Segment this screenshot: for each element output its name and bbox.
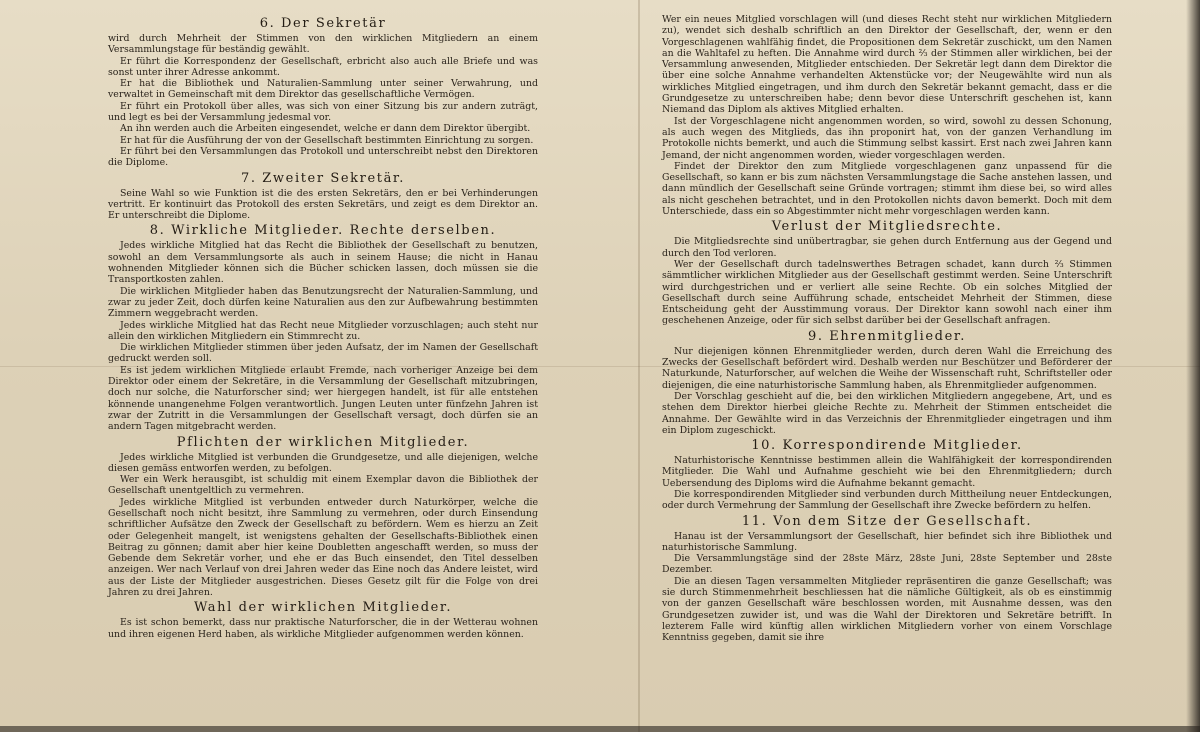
paragraph: Nur diejenigen können Ehrenmitglieder werden, durch deren Wahl die Erreichung des Zwecks der Gesellschaft befördert wird. Deshalb werden nur Beschützer und Beförderer der Naturkunde, Naturforscher, auf welchen die Weihe der Wissenschaft ruht, Schriftsteller oder diejenigen, die eine naturhistorische Sammlung haben, als Ehrenmitglieder aufgenommen. — [662, 345, 1112, 391]
section-heading: 10. Korrespondirende Mitglieder. — [751, 438, 1023, 454]
paragraph: Findet der Direktor den zum Mitgliede vorgeschlagenen ganz unpassend für die Gesellschaft, so kann er bis zum nächsten Versammlungstage die Sache anstehen lassen, und dann mündlich der Gesellschaft seine Gründe vortragen; stimmt ihm diese bei, so wird alles als nicht geschehen betrachtet, und in den Protokollen nichts davon bemerkt. Doch mit dem Unterschiede, dass ein so Abgestimmter nicht mehr vorgeschlagen werden kann. — [662, 160, 1112, 218]
paragraph: Er führt die Korrespondenz der Gesellschaft, erbricht also auch alle Briefe und was sonst unter ihrer Adresse ankommt. — [108, 55, 538, 78]
paragraph: Die an diesen Tagen versammelten Mitglieder repräsentiren die ganze Gesellschaft; was sie durch Stimmenmehrheit beschliessen hat die nämliche Gültigkeit, als ob es einstimmig von der ganzen Gesellschaft wäre beschlossen worden, mit Ausnahme dessen, was den Grundgesetzen zuwider ist, und was die Wahl der Direktoren und Sekretäre betrifft. In lezterem Falle wird künftig allen wirklichen Mitgliedern vorher von einem Vorschlage Kenntniss gegeben, damit sie ihre — [662, 575, 1112, 644]
section-heading: 11. Von dem Sitze der Gesellschaft. — [741, 513, 1033, 529]
paragraph: Wer der Gesellschaft durch tadelnswerthes Betragen schadet, kann durch ⅔ Stimmen sämmtlicher wirklichen Mitglieder aus der Gesellschaft gestimmt werden. Seine Unterschrift wird durchgestrichen und er verliert alle seine Rechte. Ob ein solches Mitglied der Gesellschaft durch seine Aufführung schade, entscheidet Mehrheit der Stimmen, diese Entscheidung geht der Ausstimmung voraus. Der Direktor kann sowohl nach einer ihm geschehenen Anzeige, oder für sich selbst darüber bei der Gesellschaft anfragen. — [662, 258, 1112, 327]
paragraph: Er hat für die Ausführung der von der Gesellschaft bestimmten Einrichtung zu sorgen. — [120, 134, 534, 146]
section-heading: 6. Der Sekretär — [259, 16, 387, 31]
section-heading: Wahl der wirklichen Mitglieder. — [193, 600, 453, 616]
paragraph: Er führt bei den Versammlungen das Protokoll und unterschreibt nebst den Direktoren die Diplome. — [108, 145, 538, 169]
section-heading: 7. Zweiter Sekretär. — [240, 170, 406, 186]
paragraph: Wer ein neues Mitglied vorschlagen will (und dieses Recht steht nur wirklichen Mitgliedern zu), wendet sich deshalb schriftlich an den Direktor der Gesellschaft, der, wenn er den Vorgeschlagenen wahlfähig findet, die Propositionen dem Sekretär zuschickt, um den Namen an die Wahltafel zu heften. Die Annahme wird durch ⅔ der Stimmen aller wirklichen, bei der Versammlung anwesenden, Mitglieder entschieden. Der Sekretär legt dann dem Direktor die über eine solche Annahme verhandelten Aktenstücke vor; der Neugewählte wird nun als wirkliches Mitglied eingetragen, und ihm durch den Sekretär bekannt gemacht, dass er die Grundgesetze zu unterschreiben habe; denn bevor diese Unterschrift geschehen ist, kann Niemand das Diplom als aktives Mitglied erhalten. — [662, 14, 1112, 116]
section-heading: Pflichten der wirklichen Mitglieder. — [176, 434, 470, 450]
paragraph: Jedes wirkliche Mitglied hat das Recht die Bibliothek der Gesellschaft zu benutzen, sowohl an dem Versammlungsorte als auch in seinem Hause; die nicht in Hanau wohnenden Mitglieder können sich die Bücher schicken lassen, doch müssen sie die Transportkosten zahlen. — [108, 240, 538, 286]
paragraph: Die wirklichen Mitglieder stimmen über jeden Aufsatz, der im Namen der Gesellschaft gedruckt werden soll. — [108, 342, 538, 365]
paragraph: Die Mitgliedsrechte sind unübertragbar, sie gehen durch Entfernung aus der Gegend und durch den Tod verloren. — [662, 236, 1112, 259]
section-heading: 8. Wirkliche Mitglieder. Rechte derselben. — [149, 223, 497, 239]
paragraph: Ist der Vorgeschlagene nicht angenommen worden, so wird, sowohl zu dessen Schonung, als auch wegen des Mitglieds, das ihn proponirt hat, von der ganzen Verhandlung im Protokolle nichts bemerkt, und auch die Stimmung selbst kassirt. Erst nach zwei Jahren kann Jemand, der nicht angenommen worden, wieder vorgeschlagen werden. — [662, 115, 1112, 161]
paragraph: Er hat die Bibliothek und Naturalien-Sammlung unter seiner Verwahrung, und verwaltet in Gemeinschaft mit dem Direktor das gesellschaftliche Vermögen. — [108, 78, 538, 101]
paragraph: Der Vorschlag geschieht auf die, bei den wirklichen Mitgliedern angegebene, Art, und es stehen dem Direktor hierbei gleiche Rechte zu. Mehrheit der Stimmen entscheidet die Annahme. Der Gewählte wird in das Verzeichnis der Ehrenmitglieder eingetragen und ihm ein Diplom zugeschickt. — [662, 390, 1112, 436]
page-bottom-edge — [0, 726, 1200, 732]
paragraph: Seine Wahl so wie Funktion ist die des ersten Sekretärs, den er bei Verhinderungen vertritt. Er kontinuirt das Protokoll des ersten Sekretärs, und zeigt es dem Direktor an. Er unterschreibt die Diplome. — [108, 187, 538, 222]
section-heading: Verlust der Mitgliedsrechte. — [771, 219, 1003, 235]
paragraph: Es ist jedem wirklichen Mitgliede erlaubt Fremde, nach vorheriger Anzeige bei dem Direktor oder einem der Sekretäre, in die Versammlung der Gesellschaft mitzubringen, doch nur solche, die Naturforscher sind; wer hiergegen handelt, ist für alle entstehen könnende unangenehme Folgen verantwortlich. Jungen Leuten unter fünfzehn Jahren ist zwar der Zutritt in die Versammlungen der Gesellschaft versagt, doch dürfen sie an andern Tagen mitgebracht werden. — [108, 364, 538, 433]
left-column — [108, 14, 538, 640]
paragraph: Er führt ein Protokoll über alles, was sich von einer Sitzung bis zur andern zuträgt, und legt es bei der Versammlung jedesmal vor. — [108, 100, 538, 124]
paragraph: wird durch Mehrheit der Stimmen von den wirklichen Mitgliedern an einem Versammlungstage für beständig gewählt. — [108, 33, 538, 56]
paragraph: An ihn werden auch die Arbeiten eingesendet, welche er dann dem Direktor übergibt. — [120, 123, 531, 135]
section-heading: 9. Ehrenmitglieder. — [807, 328, 967, 344]
paragraph: Es ist schon bemerkt, dass nur praktische Naturforscher, die in der Wetterau wohnen und ihren eigenen Herd haben, als wirkliche Mitglieder aufgenommen werden können. — [108, 617, 538, 640]
paragraph: Die wirklichen Mitglieder haben das Benutzungsrecht der Naturalien-Sammlung, und zwar zu jeder Zeit, doch dürfen keine Naturalien aus den zur Aufbewahrung bestimmten Zimmern weggebracht werden. — [108, 285, 538, 320]
right-column — [662, 14, 1112, 644]
paragraph: Jedes wirkliche Mitglied hat das Recht neue Mitglieder vorzuschlagen; auch steht nur allein den wirklichen Mitgliedern ein Stimmrecht zu. — [108, 319, 538, 342]
paragraph: Hanau ist der Versammlungsort der Gesellschaft, hier befindet sich ihre Bibliothek und naturhistorische Sammlung. — [662, 530, 1112, 553]
paragraph: Die korrespondirenden Mitglieder sind verbunden durch Mittheilung neuer Entdeckungen, oder durch Vermehrung der Sammlung der Gesellschaft ihre Zwecke befördern zu helfen. — [662, 488, 1112, 512]
paragraph: Die Versammlungstäge sind der 28ste März, 28ste Juni, 28ste September und 28ste Dezember. — [662, 553, 1112, 576]
paragraph: Jedes wirkliche Mitglied ist verbunden die Grundgesetze, und alle diejenigen, welche diesen gemäss entworfen werden, zu befolgen. — [108, 451, 538, 474]
paragraph: Jedes wirkliche Mitglied ist verbunden entweder durch Naturkörper, welche die Gesellschaft noch nicht besitzt, ihre Sammlung zu vermehren, oder durch Einsendung schriftlicher Aufsätze den Zweck der Gesellschaft zu befördern. Wem es hierzu an Zeit oder Gelegenheit mangelt, ist wenigstens gehalten der Gesellschafts-Bibliothek einen Beitrag zu gönnen; damit aber hier keine Doubletten angeschafft werden, so muss der Gebende dem Sekretär vorher, und ehe er das Buch einsendet, den Titel desselben anzeigen. Wer nach Verlauf von drei Jahren weder das Eine noch das Andere leistet, wird aus der Liste der Mitglieder ausgestrichen. Dieses Gesetz gilt für die Folge von drei Jahren zu drei Jahren. — [108, 496, 538, 599]
paragraph: Naturhistorische Kenntnisse bestimmen allein die Wahlfähigkeit der korrespondirenden Mitglieder. Die Wahl und Aufnahme geschieht wie bei den Ehrenmitgliedern; durch Uebersendung des Diploms wird die Aufnahme bekannt gemacht. — [662, 455, 1112, 489]
page-edge-shadow — [1186, 0, 1200, 732]
paragraph: Wer ein Werk herausgibt, ist schuldig mit einem Exemplar davon die Bibliothek der Gesellschaft unentgeltlich zu vermehren. — [108, 474, 538, 497]
